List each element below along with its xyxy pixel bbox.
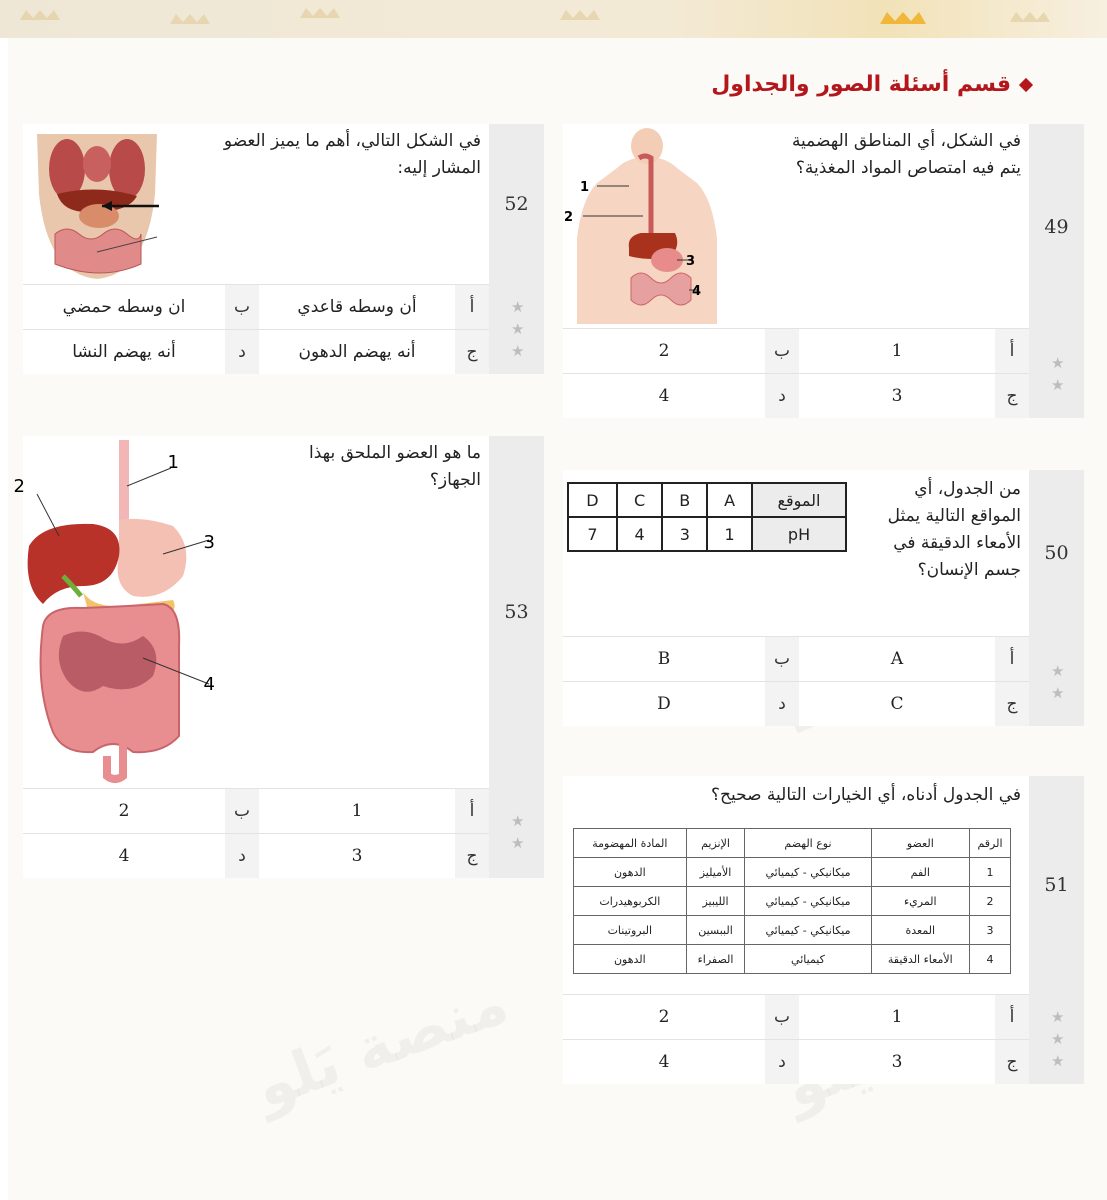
table-header-cell: المادة المهضومة	[574, 829, 687, 858]
rating-stars	[1029, 636, 1084, 726]
star-icon: ★	[1051, 354, 1065, 372]
question-51	[563, 776, 1084, 1084]
question-text: في الجدول أدناه، أي الخيارات التالية صحيح؟	[710, 785, 1021, 805]
table-row	[574, 916, 1011, 945]
option-d[interactable]: أنه يهضم النشا	[72, 342, 176, 362]
options-grid	[23, 788, 489, 878]
star-icon: ★	[511, 834, 525, 852]
option-c-letter[interactable]: ج	[455, 834, 489, 878]
option-row	[563, 328, 1029, 373]
option-d-letter[interactable]: د	[225, 834, 259, 878]
figure-label: 1	[579, 180, 589, 195]
table-row	[574, 887, 1011, 916]
crown-icon	[1010, 12, 1050, 22]
question-body	[563, 124, 1029, 328]
figure-label: 4	[203, 674, 215, 695]
star-icon: ★	[1051, 684, 1065, 702]
option-d[interactable]: 4	[658, 386, 670, 406]
question-body	[563, 776, 1029, 994]
option-b-letter[interactable]: ب	[765, 995, 799, 1039]
table-header-cell: B	[662, 483, 707, 517]
question-53	[13, 436, 544, 878]
star-icon: ★	[511, 320, 525, 338]
question-49	[563, 124, 1084, 418]
crown-pattern	[0, 0, 1107, 38]
section-title	[711, 72, 1031, 97]
table-cell: ميكانيكي - كيميائي	[745, 916, 871, 945]
option-c-letter[interactable]: ج	[995, 1040, 1029, 1084]
table-header-cell: نوع الهضم	[745, 829, 871, 858]
option-row	[563, 373, 1029, 418]
option-b[interactable]: 2	[658, 1007, 670, 1027]
option-b[interactable]: ان وسطه حمضي	[62, 297, 186, 317]
option-row	[563, 994, 1029, 1039]
option-b[interactable]: B	[657, 649, 671, 669]
option-row	[563, 1039, 1029, 1084]
rating-stars	[1029, 328, 1084, 418]
options-grid	[563, 636, 1029, 726]
option-c[interactable]: 3	[891, 386, 903, 406]
options-grid	[563, 994, 1029, 1084]
crown-icon	[170, 14, 210, 24]
option-row	[563, 681, 1029, 726]
question-body	[23, 124, 489, 284]
option-a[interactable]: أن وسطه قاعدي	[297, 297, 417, 317]
option-b[interactable]: 2	[658, 341, 670, 361]
table-cell: كيميائي	[745, 945, 871, 974]
question-number: 51	[1029, 776, 1084, 994]
figure-label: 4	[691, 284, 701, 299]
digestive-figure	[563, 128, 737, 324]
option-c[interactable]: 3	[351, 846, 363, 866]
option-c-letter[interactable]: ج	[455, 330, 489, 374]
table-cell: 4	[970, 945, 1011, 974]
option-a-letter[interactable]: أ	[995, 329, 1029, 373]
figure-label: 1	[167, 452, 179, 473]
figure-label: 3	[685, 254, 695, 269]
star-icon: ★	[1051, 376, 1065, 394]
torso-figure	[27, 134, 167, 279]
table-header-cell: الإنزيم	[686, 829, 745, 858]
options-grid	[563, 328, 1029, 418]
table-cell: 1	[707, 517, 752, 551]
question-52	[23, 124, 544, 374]
option-a-letter[interactable]: أ	[995, 995, 1029, 1039]
options-grid	[23, 284, 489, 374]
option-a-letter[interactable]: أ	[455, 285, 489, 329]
option-b-letter[interactable]: ب	[225, 789, 259, 833]
table-cell: 3	[970, 916, 1011, 945]
table-cell: ميكانيكي - كيميائي	[745, 887, 871, 916]
table-cell: الأمعاء الدقيقة	[871, 945, 969, 974]
table-header-cell: الرقم	[970, 829, 1011, 858]
table-header-cell: D	[568, 483, 617, 517]
esophagus	[119, 440, 129, 520]
table-cell: 7	[568, 517, 617, 551]
option-c[interactable]: 3	[891, 1052, 903, 1072]
option-d-letter[interactable]: د	[765, 374, 799, 418]
crown-icon	[300, 8, 340, 18]
table-cell: الأميليز	[686, 858, 745, 887]
option-row	[563, 636, 1029, 681]
figure-label: 2	[563, 210, 573, 225]
star-icon: ★	[1051, 1030, 1065, 1048]
question-text: ما هو العضو الملحق بهذا الجهاز؟	[308, 443, 481, 490]
option-b-letter[interactable]: ب	[225, 285, 259, 329]
table-cell: ميكانيكي - كيميائي	[745, 858, 871, 887]
table-header-cell: الموقع	[752, 483, 846, 517]
table-cell: الدهون	[574, 945, 687, 974]
option-d[interactable]: 4	[658, 1052, 670, 1072]
option-a[interactable]: A	[890, 649, 904, 669]
option-row	[23, 788, 489, 833]
table-cell: الدهون	[574, 858, 687, 887]
table-header-cell: A	[707, 483, 752, 517]
ph-table	[567, 482, 847, 552]
star-icon: ★	[511, 812, 525, 830]
option-c-letter[interactable]: ج	[995, 374, 1029, 418]
table-cell: البروتينات	[574, 916, 687, 945]
option-row	[23, 833, 489, 878]
option-a-letter[interactable]: أ	[995, 637, 1029, 681]
option-c[interactable]: أنه يهضم الدهون	[298, 342, 416, 362]
crown-icon	[560, 10, 600, 20]
question-text: في الشكل، أي المناطق الهضمية يتم فيه امتصاص المواد المغذية؟	[791, 131, 1021, 178]
option-d[interactable]: 4	[118, 846, 130, 866]
option-a-letter[interactable]: أ	[455, 789, 489, 833]
question-body	[563, 470, 1029, 636]
star-icon: ★	[1051, 1052, 1065, 1070]
table-cell: المعدة	[871, 916, 969, 945]
star-icon: ★	[511, 342, 525, 360]
table-cell: الفم	[871, 858, 969, 887]
option-d-letter[interactable]: د	[765, 682, 799, 726]
question-body	[13, 436, 489, 788]
table-row	[574, 945, 1011, 974]
crown-icon	[880, 12, 926, 24]
option-a[interactable]: 1	[351, 801, 363, 821]
star-icon: ★	[1051, 662, 1065, 680]
option-b-letter[interactable]: ب	[765, 329, 799, 373]
question-number: 50	[1029, 470, 1084, 636]
star-icon: ★	[1051, 1008, 1065, 1026]
question-50	[563, 470, 1084, 726]
table-cell: الليبيز	[686, 887, 745, 916]
option-c-letter[interactable]: ج	[995, 682, 1029, 726]
table-row	[574, 858, 1011, 887]
section-title-text: قسم أسئلة الصور والجداول	[711, 72, 1011, 97]
table-cell: المريء	[871, 887, 969, 916]
option-b-letter[interactable]: ب	[765, 637, 799, 681]
table-header-cell: C	[617, 483, 662, 517]
question-number: 52	[489, 124, 544, 284]
table-cell: 4	[617, 517, 662, 551]
option-d-letter[interactable]: د	[225, 330, 259, 374]
option-d-letter[interactable]: د	[765, 1040, 799, 1084]
diamond-bullet-icon	[1019, 78, 1033, 92]
rating-stars	[489, 788, 544, 878]
digestive-system-figure	[13, 436, 263, 786]
table-cell: الصفراء	[686, 945, 745, 974]
table-cell: الكربوهيدرات	[574, 887, 687, 916]
table-cell: الببسين	[686, 916, 745, 945]
star-icon: ★	[511, 298, 525, 316]
rating-stars	[489, 284, 544, 374]
digestion-table	[573, 828, 1011, 974]
crown-icon	[20, 10, 60, 20]
question-number: 49	[1029, 124, 1084, 418]
question-number: 53	[489, 436, 544, 788]
option-b[interactable]: 2	[118, 801, 130, 821]
question-text: في الشكل التالي، أهم ما يميز العضو المشار إليه:	[223, 131, 481, 178]
table-cell: 1	[970, 858, 1011, 887]
option-row	[23, 329, 489, 374]
top-banner	[0, 0, 1107, 38]
rating-stars	[1029, 994, 1084, 1084]
option-d[interactable]: D	[657, 694, 671, 714]
table-cell: pH	[752, 517, 846, 551]
table-cell: 2	[970, 887, 1011, 916]
option-a[interactable]: 1	[891, 341, 903, 361]
figure-label: 2	[13, 476, 25, 497]
option-c[interactable]: C	[890, 694, 904, 714]
option-a[interactable]: 1	[891, 1007, 903, 1027]
question-text: من الجدول، أي المواقع التالية يمثل الأمعاء الدقيقة في جسم الإنسان؟	[887, 479, 1021, 580]
table-cell: 3	[662, 517, 707, 551]
option-row	[23, 284, 489, 329]
table-header-cell: العضو	[871, 829, 969, 858]
figure-label: 3	[203, 532, 215, 553]
